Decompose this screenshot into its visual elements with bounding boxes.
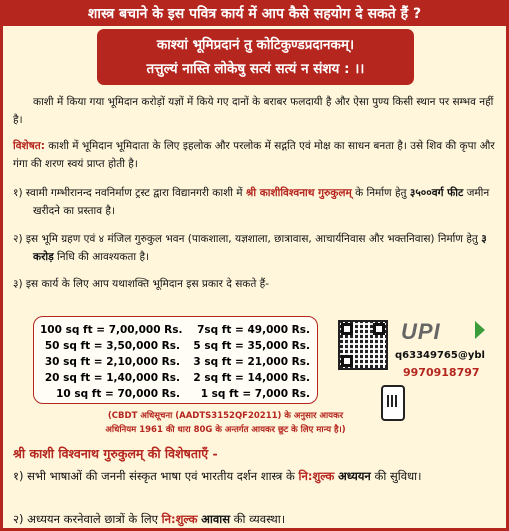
point-1 bbox=[13, 184, 499, 220]
fund-amount: ३ करोड़ bbox=[33, 233, 487, 263]
point-text: स्वामी गम्भीरानन्द नवनिर्माण ट्रस्ट द्वारा विद्यानगरी काशी में bbox=[25, 187, 246, 199]
features-title: श्री काशी विश्वनाथ गुरुकुलम् की विशेषताएँ - bbox=[13, 446, 218, 461]
tax-note-line-1: (CBDT अधिसूचना (AADTS3152QF20211) के अनुसार आयकर bbox=[107, 411, 344, 421]
intro-paragraph: काशी में किया गया भूमिदान करोड़ों यज्ञों में किये गए दानों के बराबर फलदायी है और ऐसा पुण्य किसी स्थान पर सम्भव नहीं है। bbox=[13, 96, 494, 126]
point-text: के निर्माण हेतु bbox=[351, 187, 410, 199]
feature-bold: आवास bbox=[201, 512, 231, 526]
rate-row: 50 sq ft = 3,50,000 Rs. bbox=[44, 340, 180, 352]
point-number: १) bbox=[13, 187, 23, 199]
special-text: काशी में भूमिदान भूमिदाता के लिए इहलोक और परलोक में सद्गति एवं मोक्ष का साधन बनता है। उसे शिव की कृपा और गंगा की शरण स्वयं प्राप्त होती है। bbox=[13, 140, 495, 170]
point-number: २) bbox=[13, 233, 23, 245]
shloka-line-2: तत्तुल्यं नास्ति लोकेषु सत्यं सत्यं न संशय : ।। bbox=[146, 61, 365, 77]
donation-rates-box bbox=[33, 316, 318, 404]
free-tag: नि:शुल्क bbox=[298, 469, 335, 483]
rate-row: 20 sq ft = 1,40,000 Rs. bbox=[44, 372, 180, 384]
feature-text: सभी भाषाओं की जननी संस्कृत भाषा एवं भारतीय दर्शन शास्त्र के bbox=[27, 469, 299, 483]
special-label: विशेषत: bbox=[13, 140, 45, 152]
rate-row: 2 sq ft = 14,000 Rs. bbox=[193, 372, 310, 384]
rates-column-left bbox=[40, 322, 183, 402]
qr-finder-pattern bbox=[341, 355, 353, 367]
feature-number: २) bbox=[13, 512, 24, 526]
feature-text: की सुविधा। bbox=[370, 469, 422, 483]
rate-row: 3 sq ft = 21,000 Rs. bbox=[193, 356, 310, 368]
tax-exemption-note bbox=[33, 409, 418, 437]
rate-row: 5 sq ft = 35,000 Rs. bbox=[193, 340, 310, 352]
point-3 bbox=[13, 275, 499, 293]
rate-row: 7sq ft = 49,000 Rs. bbox=[197, 324, 310, 336]
free-tag: नि:शुल्क bbox=[161, 512, 198, 526]
point-text: इस कार्य के लिए आप यथाशक्ति भूमिदान इस प्रकार दे सकते हैं- bbox=[25, 278, 270, 290]
rate-row: 30 sq ft = 2,10,000 Rs. bbox=[44, 356, 180, 368]
shloka-box bbox=[97, 29, 414, 85]
point-text: निधि की आवश्यकता है। bbox=[53, 251, 150, 263]
upi-id: q63349765@ybl bbox=[395, 350, 485, 361]
qr-finder-pattern bbox=[373, 323, 385, 335]
feature-number: १) bbox=[13, 469, 24, 483]
page-title: शास्त्र बचाने के इस पवित्र कार्य में आप कैसे सहयोग दे सकते हैं ? bbox=[3, 3, 506, 26]
point-text: जमीन खरीदने का प्रस्ताव है। bbox=[33, 187, 490, 217]
feature-2 bbox=[13, 509, 499, 529]
feature-bold: अध्ययन bbox=[337, 469, 371, 483]
rate-row: 100 sq ft = 7,00,000 Rs. bbox=[40, 324, 183, 336]
payment-qr-code[interactable] bbox=[338, 320, 388, 370]
special-paragraph bbox=[13, 137, 499, 173]
upi-logo: UPI bbox=[401, 319, 441, 344]
land-area: ३५००वर्ग फीट bbox=[409, 187, 464, 199]
point-2 bbox=[13, 230, 499, 266]
rate-row: 1 sq ft = 7,000 Rs. bbox=[200, 388, 310, 400]
qr-finder-pattern bbox=[341, 323, 353, 335]
rate-row: 10 sq ft = 70,000 Rs. bbox=[56, 388, 180, 400]
tax-note-line-2: अधिनियम 1961 की धारा 80G के अन्तर्गत आयकर छूट के लिए मान्य है।) bbox=[105, 425, 346, 435]
upi-phone-number: 9970918797 bbox=[403, 366, 480, 379]
point-text: इस भूमि ग्रहण एवं ४ मंजिल गुरुकुल भवन (पाकशाला, यज्ञशाला, छात्रावास, आचार्यनिवास और भक्तनिवास) निर्माण हेतु bbox=[25, 233, 482, 245]
rates-column-right bbox=[184, 322, 310, 402]
feature-text: की व्यवस्था। bbox=[230, 512, 286, 526]
feature-1 bbox=[13, 466, 499, 486]
feature-text: अध्ययन करनेवाले छात्रों के लिए bbox=[27, 512, 162, 526]
shloka-line-1: काश्यां भूमिप्रदानं तु कोटिकुण्डप्रदानकम्। bbox=[156, 37, 355, 53]
point-number: ३) bbox=[13, 278, 23, 290]
gurukulam-name: श्री काशीविश्वनाथ गुरुकुलम् bbox=[245, 187, 352, 199]
upi-arrow-icon bbox=[475, 321, 485, 339]
